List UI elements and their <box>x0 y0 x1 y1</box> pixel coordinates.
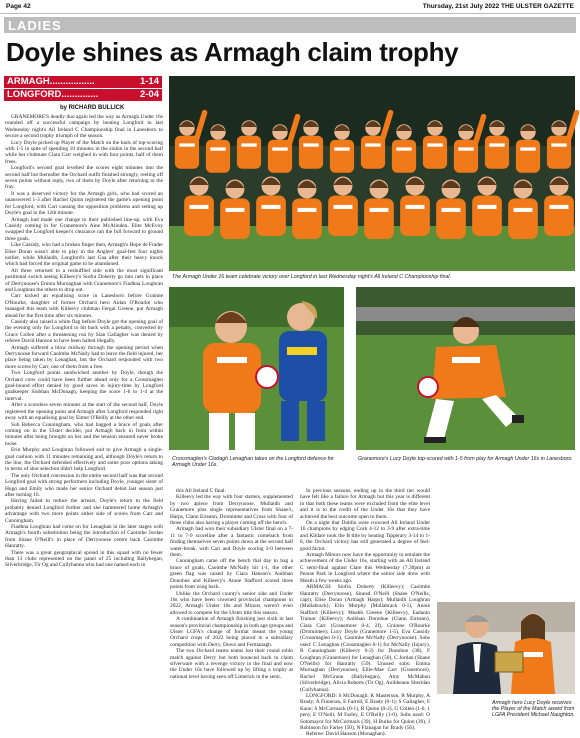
action-photo-right-caption: Granemore's Lucy Doyle top-scored with 1-5 from play for Armagh Under 16s in Lanesboro. <box>358 456 573 462</box>
article-paragraph: The two Orchard teams teams lost their round robin match against Derry but both bounced back to claim silverware with a revenge victory in the final and now the Under 16s have followed up by lifting a trophy at national level having seen off Limerick in the semi. <box>170 648 293 680</box>
article-paragraph: Longford's second goal levelled the scores eight minutes into the second half but thereafter the Orchard outfit finished strongly, reeling off seven points without reply, two of them by Doyle after returning to the fray. <box>5 165 163 191</box>
article-column-3 <box>300 488 430 738</box>
article-paragraph: There was a great geographical spread in this squad with no fewer than 13 clubs represented on the panel of 25 including Ballyhegan, Silverbridge, Tir Og and Cullyhanna who had one named each in <box>5 549 163 569</box>
team-photo <box>169 76 575 271</box>
article-paragraph: It was a deserved victory for the Armagh girls, who had scored an unanswered 1-3 after Rachel Quinn registered the game's opening point for Longford, with Carr causing the opposition problems and setting up Doyle's goal in the 12th minute. <box>5 190 163 217</box>
action-photo-lenaghan <box>169 287 344 450</box>
article-paragraph: Having failed to reduce the arrears, Doyle's return to the field probably denied Longford further and she hammered home Armagh's advantage with two more points either side of scores from Carr and Cunningham. <box>5 498 163 524</box>
article-column-1 <box>5 114 163 732</box>
score-team: LONGFORD.............. <box>7 89 99 100</box>
article-paragraph: Fiadhna Loughran had come on for Lenaghan in the later stages with Armagh's fourth substitution being the introduction of Caoimhe Jordan from Shane O'Neill's in place of Derrynoose centre back Caoimhe Hanratty. <box>5 524 163 550</box>
article-paragraph: Cunningham came off the bench that day to bag a brace of goals, Caoimhe McNally hit 1-1, the other green flag was raised by Ciara Hanson's Aoibhan Donohue and Killeevy's Annie Stafford scored three points from wing back. <box>170 558 293 591</box>
team-lineup-longford: LONGFORD: S McDonagh; K Masterson, R Murphy, A Brady; A Finneran, E Farrell, E Brady (0-1); S Gallagher, F Kane; S McCormack (0-1), R Quinn (0-2), G Collen (1-0, 1 pen); E O'Neill, M Farley, E O'Reilly (1-0). Subs used: O Sotomayor for McCormack (39), H Burke for Quinn (39), J Robinson for Farley (50), N Flanagan for Brady (56). <box>300 693 430 732</box>
article-paragraph: A combination of Armagh finishing just sixth in last season's provincial championship in both age groups and Ulster LGFA's change of format meant the young Orchard crops of 2022 being placed in a subsidiary competition with Derry, Down and Fermanagh. <box>170 616 293 648</box>
score-value: 2-04 <box>139 89 159 100</box>
article-paragraph: Sub Rebecca Cunningham, who had bagged a brace of goals after coming on in the Ulster decider, put Armagh back in front within minutes after being brought on her and the tension ensured never broke loose. <box>5 421 163 447</box>
article-paragraph: Unlike the Orchard county's senior side and Under 16s who have been crowned provincial champions in 2022, Armagh Under 16s and Minors weren't even allowed to compete for the Ulster title this season. <box>170 590 293 616</box>
article-column-4 <box>437 488 575 600</box>
action-photo-doyle <box>356 287 575 450</box>
trophy-presentation-photo <box>437 602 575 694</box>
article-paragraph: After a scoreless seven minutes at the start of the second half, Doyle registered the opening point and Armagh after Longford responded right away with an equalising goal by Eimer O'Reilly at the other end. <box>5 402 163 422</box>
article-paragraph: On a night that Dublin were crowned All Ireland Under 16 champions by edging Cork 4-12 to 3-9 after extra-time and Kildare took the B title by beating Tipperary 3-14 to 1-8, the Orchard victory has still generated a degree of feel-good factor. <box>300 520 430 552</box>
section-band <box>4 17 576 33</box>
trophy-photo-caption: Armagh hero Lucy Doyle receives the Player of the Match award from LGFA President Michael Naughton. <box>492 700 575 719</box>
team-photo-caption: The Armagh Under 16 team celebrate victory over Longford in last Wednesday night's All Ireland C Championship final. <box>172 274 452 280</box>
score-armagh <box>4 76 162 88</box>
team-photo-illustration <box>169 76 575 271</box>
article-paragraph: The only Orchard concession in the entire second half was that second Longford goal with strong performers including Doyle, younger sister of Hugo and Emily who made her senior Orchard debut last season just after turning 16. <box>5 472 163 498</box>
article-paragraph: Two Longford points sandwiched another by Doyle, though the Orchard crew could have been further ahead only for a Crossmaglen goal-bound effort denied by good saves in injury-time by Longford goalkeeper Siobhan McDonagh, keeping the score 1-6 to 1-4 at the interval. <box>5 370 163 402</box>
page-number: Page 42 <box>6 3 31 10</box>
score-longford <box>4 89 162 101</box>
masthead <box>0 0 580 14</box>
article-paragraph: Carr kicked an equalising score in Lanesboro before Grainne O'Rourke, daughter of former Orchard hero Aidan O'Rourke who managed this team with Killeevy clubman Fergal Greene, put Armagh ahead for the first time after six minutes. <box>5 293 163 319</box>
trophy-photo-illustration <box>437 602 575 694</box>
action-photo-left-caption: Crossmaglen's Clodagh Lenaghan takes on the Longford defence for Armagh Under 16s. <box>172 456 334 469</box>
headline: Doyle shines as Armagh claim trophy <box>6 37 459 67</box>
article-paragraph: Like Cassidy, who had a broken finger then, Armagh's Hope de Frader Elise Doran wasn't able to play in the Anglers' goal-fest four nights earlier, while Mullaidh, Longford's last Gaa after their heavy knock which had forced the original game to be abandoned. <box>5 242 163 268</box>
article-paragraph: Lucy Doyle picked up Player of the Match on the back of top-scoring with 1-5 in spite of spending 10 minutes in the sinbin in the second half while her clubmate Ciara Carr weighed in with four points, half of them frees. <box>5 139 163 165</box>
article-paragraph: Cassidy also raised a white flag before Doyle got the opening goal of the evening only for Longford to hit back with a penalty, converted by Grace Collen after a threatening run by Sian Gallagher was denied by referee David Hanson to have been halted illegally. <box>5 319 163 345</box>
article-column-2 <box>170 488 293 732</box>
article-paragraph: GRANEMORE'S deadly duo again led the way as Armagh Under 16s rounded off a successful campaign by beating Longford in last Wednesday night's All Ireland C Championship final in Lanesboro to secure a second trophy triumph of the season. <box>5 114 163 140</box>
byline: by RICHARD BULLICK <box>60 105 125 111</box>
article-paragraph: this All Ireland C final. <box>176 488 226 494</box>
article-paragraph: In previous seasons, ending up in the third tier would have felt like a failure for Armagh but this year is different in that both these teams were excluded from the elite level and it is to the credit of the Under 16s that they have achieved the best outcome open to them. <box>300 488 430 520</box>
team-lineup-armagh: ARMAGH: Siofra Doherty (Killeevy); Caoimhe Hanratty (Derrynoose), Sinead O'Neill (Shane O'Neills, capt), Elise Doran (Armagh Harps); Mullaidh Loughran (Mullabrack); Erin Murphy (Mullabrack 0-1), Annie Stafford (Killeevy); Meabh Greene (Killeevy), Eadaoin Trainor (Killeevy); Aoibhan Donohue (Clann Eireann), Ciara Carr (Granemore 0-4, 2f), Grainne O'Rourke (Dromintee); Lucy Doyle (Granemore 1-5), Eva Cassidy (Crossmaglen 0-1), Caoimhe McNally (Derrynoose). Subs used: C Lenaghan (Crossmaglen 0-1) for McNally (Injury), R Cunningham (Killeevy 0-2) for Donohue (38), F Loughran (Granemore) for Lenaghan (50), C Jordan (Shane O'Neills) for Hanratty (59). Unused subs: Emma Murnaghan (Derrynoose), Ellie-Mae Carr (Granemore), Rachel McGrane (Ballyhegan), Amy McMahon (Silverbridge), Alicia Roberts (Tir Og), Aoibheann Sheridan (Cullyhanna). <box>300 584 430 693</box>
article-paragraph: Armagh suffered a blow midway through the opening period when Derrynoose forward Caoimhe McNally had to leave the field injured, her place being taken by Lenaghan, but the Orchard responded with two more scores by Carr, one of them from a free. <box>5 344 163 370</box>
section-title: LADIES <box>8 18 62 33</box>
action-photo-left-illustration <box>169 287 344 450</box>
issue-date: Thursday, 21st July 2022 THE ULSTER GAZETTE <box>422 3 574 10</box>
score-team: ARMAGH................. <box>7 76 95 87</box>
action-photo-right-illustration <box>356 287 575 450</box>
score-value: 1-14 <box>139 76 159 87</box>
article-paragraph: Erin Murphy and Loughran followed suit to give Armagh a single-goal cushion with 11 minutes remaining and, although Doyle's return to the line, the Orchard defended effectively and some poor options taking in terms of shot selection didn't help Longford. <box>5 447 163 473</box>
article-paragraph: Armagh had won their subsidiary Ulster final on a 7-11 to 7-9 scoreline after a fantastic comeback from finding themselves seven points down at the second half water-break, with Carr and Doyle scoring 3-0 between them. <box>170 526 293 559</box>
article-paragraph: Armagh had made one change to their published line-up, with Eva Cassidy coming in for Granemore's Aine McAlinden. Elite McEvoy swapped the Longford keeper's clearance ran the full forward to ground three goals. <box>5 216 163 242</box>
article-paragraph: Killeevy led the way with four starters, supplemented by two apiece from Derrynoose, Mullaidh and Granemore plus single representatives from Shane's, Harps, Clann Eireann, Dromintee and Cross with four of those clubs also having a player coming off the bench. <box>170 494 293 527</box>
article-paragraph: All three returned to a reshuffled side with the most significant positional switch seeing Killeevy's Siofra Doherty go into nets in place of Derrynoose's Emma Murnaghan with Granemore's Fiadhna Loughran and Loughran the others to drop out. <box>5 267 163 293</box>
referee: Referee: David Hanson (Monaghan). <box>306 731 386 738</box>
article-paragraph: Armagh Minors now have the opportunity to emulate the achievement of the Under 16s, starting with an All Ireland C semi-final against Clare this Wednesday (7.30pm) at Pearse Park in Longford where the senior side drew with Meath a few weeks ago. <box>300 552 430 584</box>
